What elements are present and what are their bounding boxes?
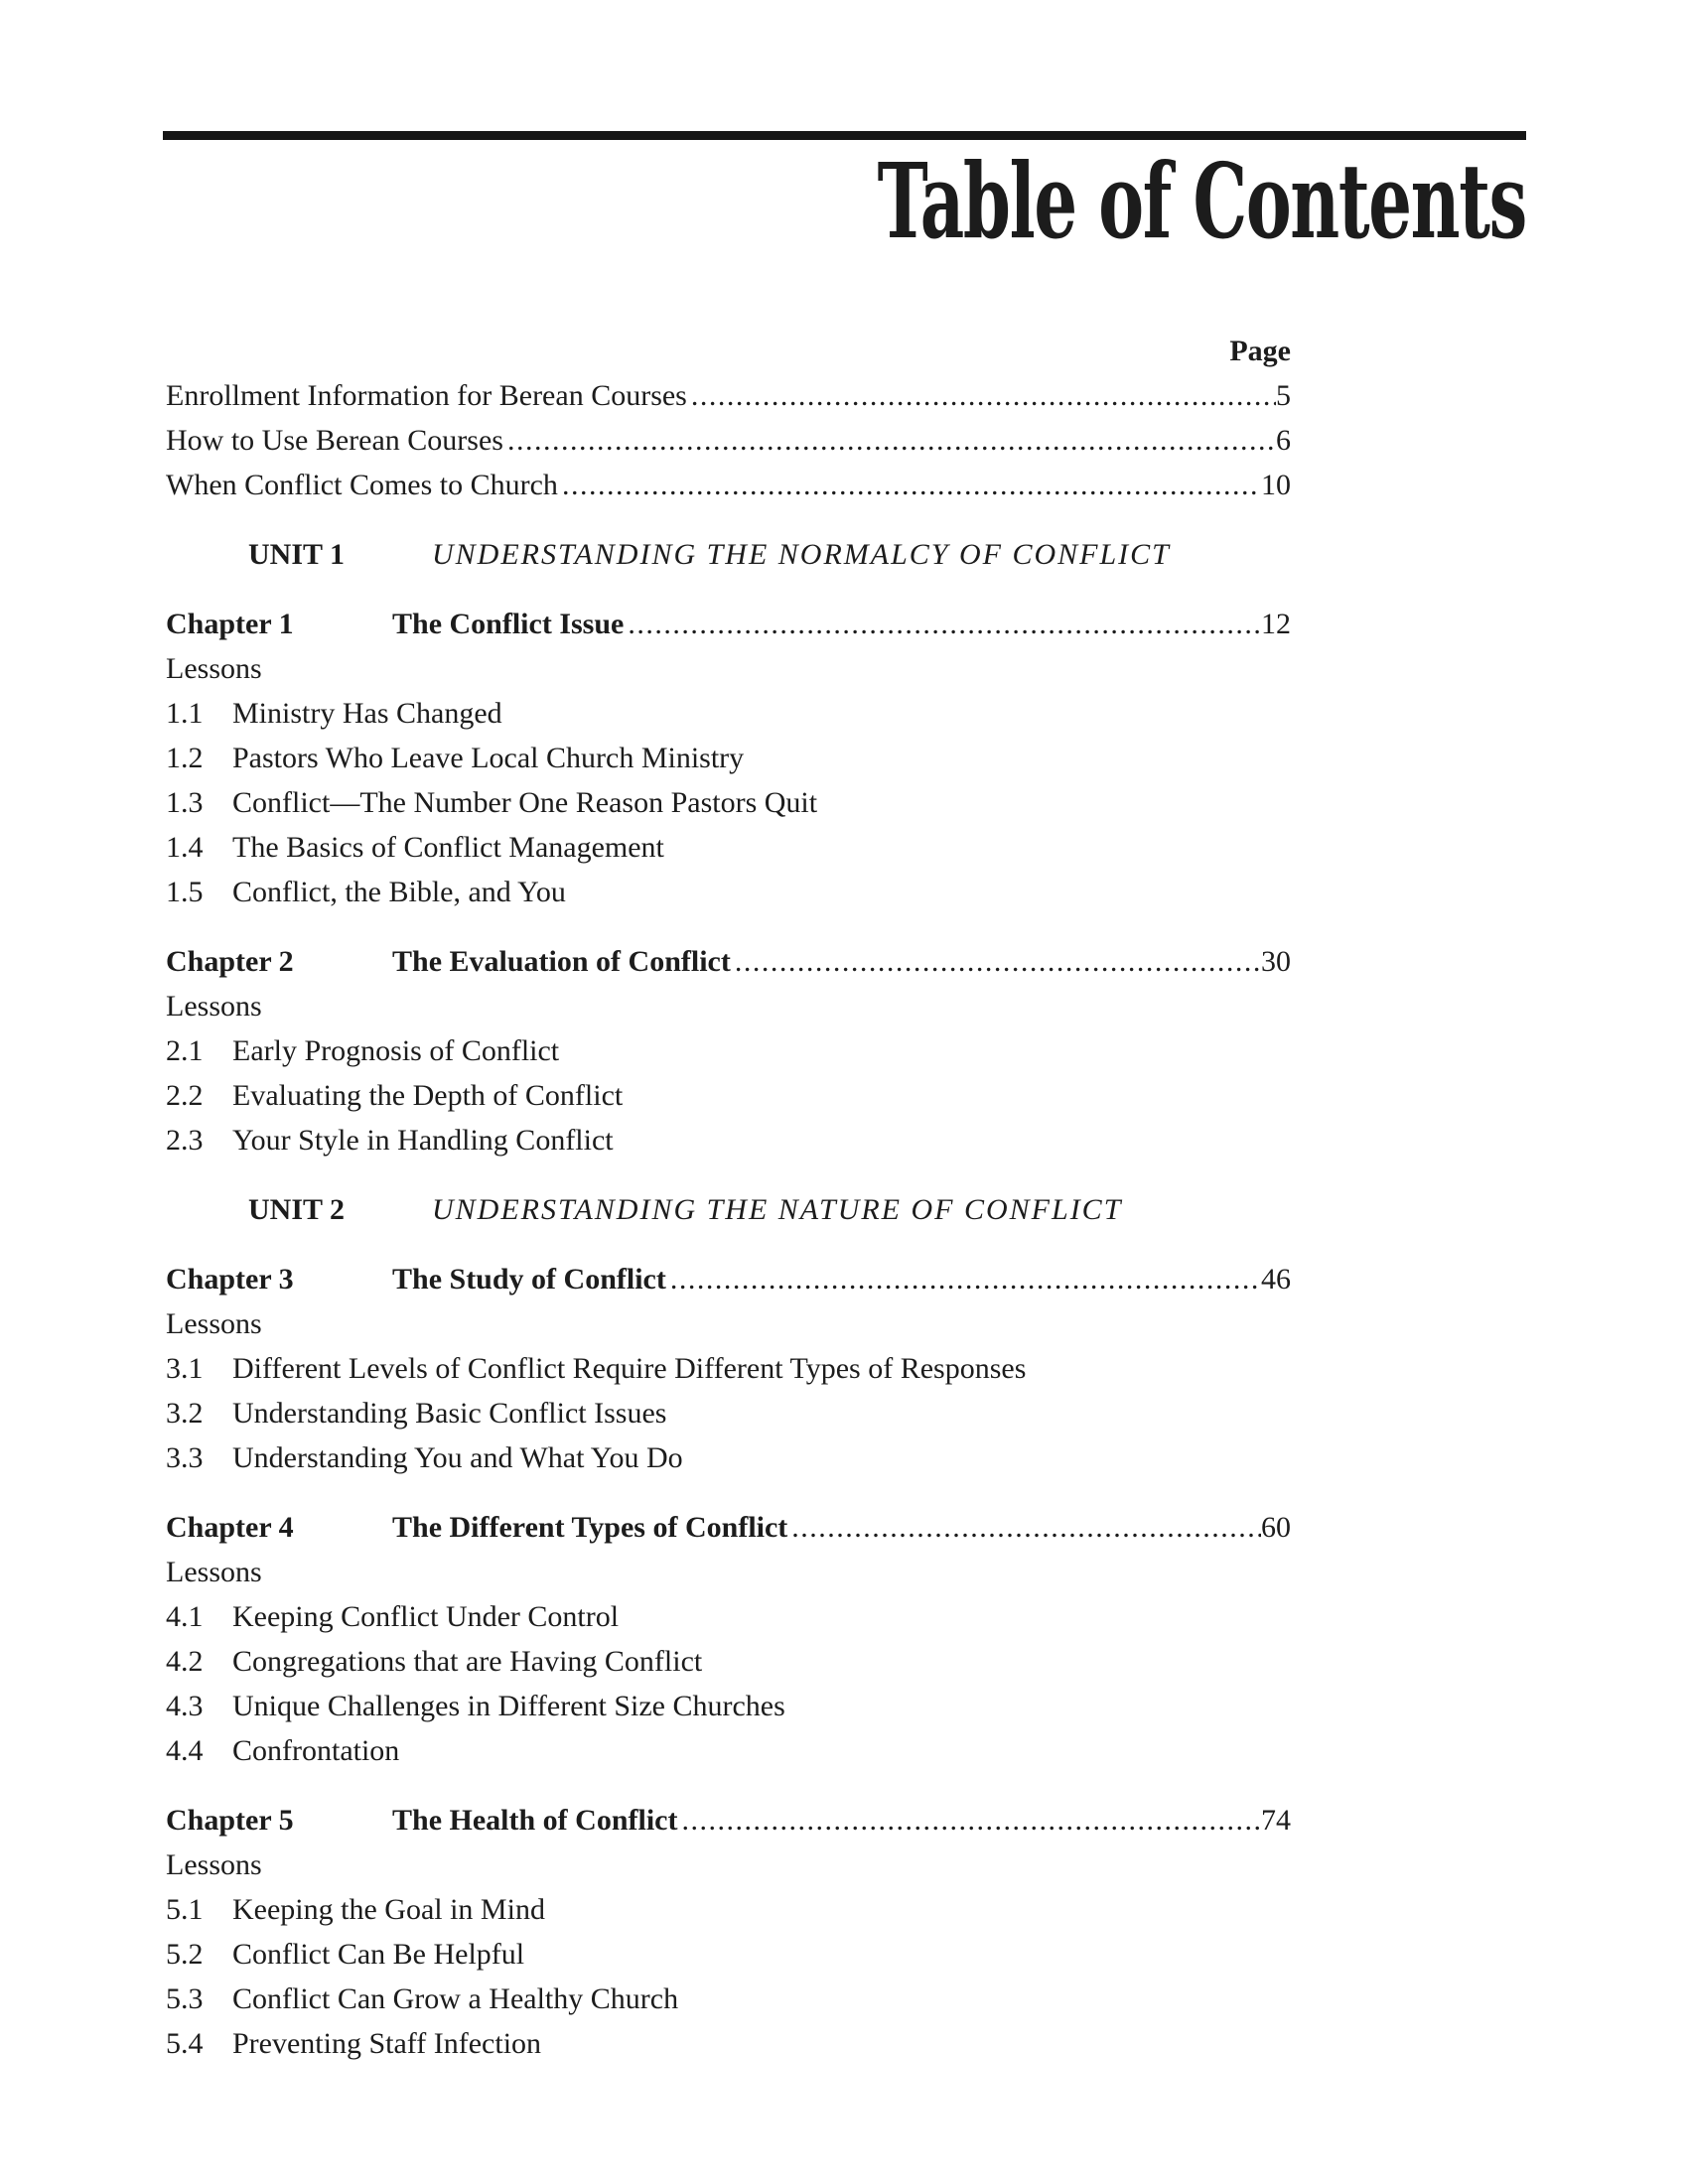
lesson-item [166, 1435, 1291, 1480]
dot-leader [677, 1798, 1261, 1843]
lesson-item [166, 1073, 1291, 1118]
dot-leader [731, 939, 1261, 984]
toc-entry [166, 373, 1291, 418]
lesson-item [166, 1391, 1291, 1435]
lesson-number: 3.2 [166, 1397, 204, 1430]
chapter-page-number: 30 [1261, 945, 1291, 978]
chapter-title: The Different Types of Conflict [392, 1511, 788, 1544]
lesson-item [166, 1639, 1291, 1684]
lessons-label: Lessons [166, 990, 262, 1023]
chapter-page-number: 12 [1261, 608, 1291, 640]
lesson-title: Conflict Can Grow a Healthy Church [232, 1982, 679, 2015]
lesson-title: Evaluating the Depth of Conflict [232, 1079, 624, 1112]
chapter-label: Chapter 3 [166, 1263, 294, 1296]
dot-leader [787, 1505, 1261, 1550]
chapter-label: Chapter 2 [166, 945, 294, 978]
lesson-number: 1.1 [166, 697, 204, 730]
lesson-title: Conflict Can Be Helpful [232, 1938, 525, 1971]
chapter-title: The Evaluation of Conflict [392, 945, 731, 978]
lesson-title: Preventing Staff Infection [232, 2027, 542, 2060]
lesson-item [166, 736, 1291, 780]
lesson-item [166, 1887, 1291, 1932]
lesson-number: 4.2 [166, 1645, 204, 1678]
entry-page-number: 6 [1276, 424, 1291, 457]
chapter-heading [166, 1505, 1291, 1550]
entry-page-number: 5 [1276, 379, 1291, 412]
dot-leader [666, 1257, 1261, 1301]
entry-page-number: 10 [1261, 469, 1291, 501]
lesson-number: 5.2 [166, 1938, 204, 1971]
lesson-number: 1.4 [166, 831, 204, 864]
lesson-number: 2.1 [166, 1034, 204, 1067]
page-title: Table of Contents [877, 140, 1526, 262]
lesson-item [166, 2021, 1291, 2066]
lesson-item [166, 1684, 1291, 1728]
lesson-title: Congregations that are Having Conflict [232, 1645, 703, 1678]
lesson-item [166, 1594, 1291, 1639]
lesson-title: Different Levels of Conflict Require Different Types of Responses [232, 1352, 1027, 1385]
lessons-label: Lessons [166, 1556, 262, 1588]
lessons-label: Lessons [166, 652, 262, 685]
lesson-item [166, 780, 1291, 825]
lesson-item [166, 691, 1291, 736]
lesson-title: Pastors Who Leave Local Church Ministry [232, 742, 745, 774]
page-column-header-label: Page [1229, 335, 1291, 367]
lesson-title: Understanding You and What You Do [232, 1441, 683, 1474]
unit-heading [166, 1187, 1291, 1232]
lesson-title: Your Style in Handling Conflict [232, 1124, 614, 1157]
chapter-heading [166, 602, 1291, 646]
toc-entry [166, 463, 1291, 507]
dot-leader [503, 418, 1276, 463]
lesson-number: 5.4 [166, 2027, 204, 2060]
unit-title: UNDERSTANDING THE NATURE OF CONFLICT [432, 1193, 1123, 1226]
lesson-item [166, 1118, 1291, 1162]
lesson-title: Ministry Has Changed [232, 697, 502, 730]
unit-label: UNIT 1 [248, 538, 345, 571]
lesson-number: 5.1 [166, 1893, 204, 1926]
lesson-title: Keeping Conflict Under Control [232, 1600, 620, 1633]
lesson-item [166, 1346, 1291, 1391]
lesson-item [166, 870, 1291, 914]
unit-title: UNDERSTANDING THE NORMALCY OF CONFLICT [432, 538, 1171, 571]
chapter-title: The Study of Conflict [392, 1263, 666, 1296]
lesson-title: Keeping the Goal in Mind [232, 1893, 545, 1926]
lesson-number: 3.3 [166, 1441, 204, 1474]
table-of-contents [166, 329, 1291, 2066]
lesson-item [166, 825, 1291, 870]
lesson-number: 5.3 [166, 1982, 204, 2015]
chapter-label: Chapter 1 [166, 608, 294, 640]
chapter-label: Chapter 5 [166, 1804, 294, 1837]
lesson-number: 3.1 [166, 1352, 204, 1385]
lesson-title: Unique Challenges in Different Size Churches [232, 1690, 785, 1722]
lesson-item [166, 1932, 1291, 1977]
toc-entry [166, 418, 1291, 463]
chapter-heading [166, 1257, 1291, 1301]
lesson-number: 2.3 [166, 1124, 204, 1157]
chapter-page-number: 46 [1261, 1263, 1291, 1296]
top-rule [163, 131, 1526, 140]
entry-title: How to Use Berean Courses [166, 424, 503, 457]
chapter-label: Chapter 4 [166, 1511, 294, 1544]
entry-title: When Conflict Comes to Church [166, 469, 558, 501]
lesson-title: Understanding Basic Conflict Issues [232, 1397, 667, 1430]
lesson-number: 4.4 [166, 1734, 204, 1767]
lesson-title: Conflict, the Bible, and You [232, 876, 566, 908]
dot-leader [687, 373, 1276, 418]
dot-leader [558, 463, 1261, 507]
lesson-number: 2.2 [166, 1079, 204, 1112]
lesson-item [166, 1728, 1291, 1773]
chapter-title: The Conflict Issue [392, 608, 625, 640]
lesson-item [166, 1028, 1291, 1073]
lessons-label: Lessons [166, 1848, 262, 1881]
unit-heading [166, 532, 1291, 577]
lesson-title: Early Prognosis of Conflict [232, 1034, 560, 1067]
chapter-heading [166, 939, 1291, 984]
chapter-page-number: 60 [1261, 1511, 1291, 1544]
entry-title: Enrollment Information for Berean Courses [166, 379, 687, 412]
page-column-header [166, 329, 1291, 373]
chapter-heading [166, 1798, 1291, 1843]
dot-leader [624, 602, 1261, 646]
lesson-number: 1.3 [166, 786, 204, 819]
chapter-page-number: 74 [1261, 1804, 1291, 1837]
lesson-title: Conflict—The Number One Reason Pastors Quit [232, 786, 818, 819]
chapter-title: The Health of Conflict [392, 1804, 678, 1837]
lesson-number: 4.1 [166, 1600, 204, 1633]
unit-label: UNIT 2 [248, 1193, 345, 1226]
lesson-number: 1.2 [166, 742, 204, 774]
lesson-title: Confrontation [232, 1734, 400, 1767]
lessons-label: Lessons [166, 1307, 262, 1340]
lesson-title: The Basics of Conflict Management [232, 831, 664, 864]
lesson-item [166, 1977, 1291, 2021]
lesson-number: 4.3 [166, 1690, 204, 1722]
lesson-number: 1.5 [166, 876, 204, 908]
